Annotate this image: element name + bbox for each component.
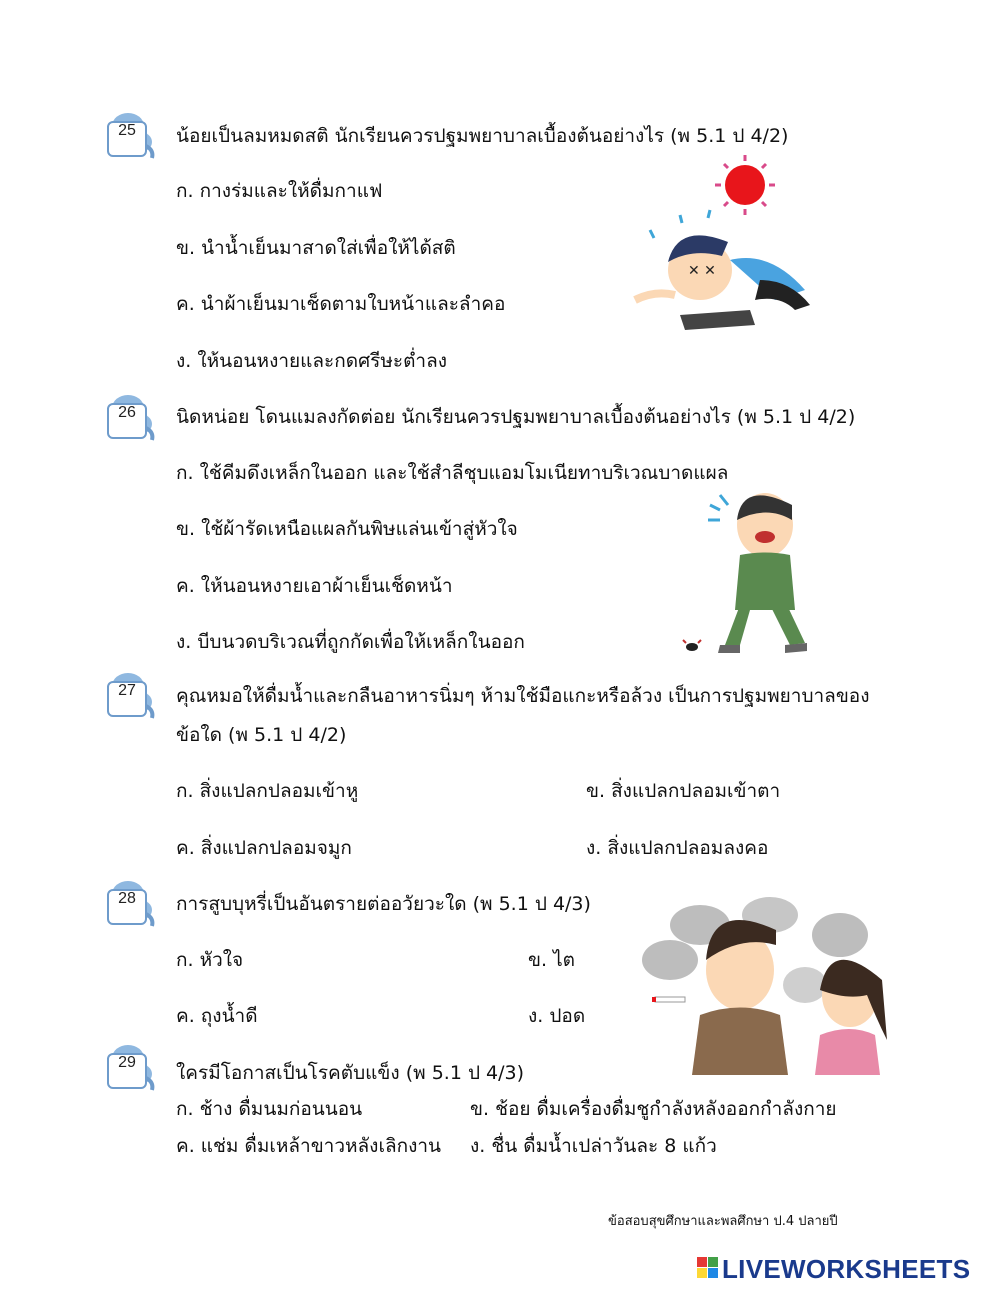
question-26-badge xyxy=(102,390,160,444)
question-25-option-c[interactable]: ค. นำผ้าเย็นมาเช็ดตามใบหน้าและลำคอ xyxy=(176,293,506,315)
question-number: 29 xyxy=(118,1054,136,1071)
question-25-badge xyxy=(102,108,160,162)
question-29-option-d[interactable]: ง. ชื่น ดื่มน้ำเปล่าวันละ 8 แก้ว xyxy=(470,1135,717,1157)
question-number: 27 xyxy=(118,682,136,699)
question-29-badge xyxy=(102,1040,160,1094)
question-25-option-d[interactable]: ง. ให้นอนหงายและกดศรีษะต่ำลง xyxy=(176,350,448,372)
svg-text:✕ ✕: ✕ ✕ xyxy=(688,263,716,279)
question-27-text-line2: ข้อใด (พ 5.1 ป 4/2) xyxy=(176,724,347,746)
question-number: 28 xyxy=(118,890,136,907)
question-29-option-b[interactable]: ข. ช้อย ดื่มเครื่องดื่มชูกำลังหลังออกกำลังกาย xyxy=(470,1098,837,1120)
question-27-option-b[interactable]: ข. สิ่งแปลกปลอมเข้าตา xyxy=(586,780,781,802)
question-number: 25 xyxy=(118,122,136,139)
question-26-option-a[interactable]: ก. ใช้คีมดึงเหล็กในออก และใช้สำลีชุบแอมโมเนียทาบริเวณบาดแผล xyxy=(176,462,729,484)
question-27-badge xyxy=(102,668,160,722)
question-number: 26 xyxy=(118,404,136,421)
question-28-badge xyxy=(102,876,160,930)
insect-bite-person-illustration xyxy=(680,485,820,660)
question-25-text: น้อยเป็นลมหมดสติ นักเรียนควรปฐมพยาบาลเบื้องต้นอย่างไร (พ 5.1 ป 4/2) xyxy=(176,125,789,147)
question-28-option-b[interactable]: ข. ไต xyxy=(528,949,575,971)
fainting-person-illustration xyxy=(630,150,820,340)
question-28-option-c[interactable]: ค. ถุงน้ำดี xyxy=(176,1005,258,1027)
question-25-option-b[interactable]: ข. นำน้ำเย็นมาสาดใส่เพื่อให้ได้สติ xyxy=(176,237,456,259)
question-28-text: การสูบบุหรี่เป็นอันตรายต่ออวัยวะใด (พ 5.1 ป 4/3) xyxy=(176,893,591,915)
question-27-text-line1: คุณหมอให้ดื่มน้ำและกลืนอาหารนิ่มๆ ห้ามใช้มือแกะหรือล้วง เป็นการปฐมพยาบาลของ xyxy=(176,685,870,707)
smoking-people-illustration xyxy=(640,895,890,1075)
question-26-option-c[interactable]: ค. ให้นอนหงายเอาผ้าเย็นเช็ดหน้า xyxy=(176,575,453,597)
question-29-option-a[interactable]: ก. ช้าง ดื่มนมก่อนนอน xyxy=(176,1098,363,1120)
question-27-option-a[interactable]: ก. สิ่งแปลกปลอมเข้าหู xyxy=(176,780,359,802)
liveworksheets-logo-icon xyxy=(697,1257,719,1281)
question-26-option-d[interactable]: ง. บีบนวดบริเวณที่ถูกกัดเพื่อให้เหล็กในออก xyxy=(176,631,525,653)
question-28-option-a[interactable]: ก. หัวใจ xyxy=(176,949,244,971)
question-29-option-c[interactable]: ค. แช่ม ดื่มเหล้าขาวหลังเลิกงาน xyxy=(176,1135,442,1157)
question-28-option-d[interactable]: ง. ปอด xyxy=(528,1005,586,1027)
question-26-option-b[interactable]: ข. ใช้ผ้ารัดเหนือแผลกันพิษแล่นเข้าสู่หัวใจ xyxy=(176,518,518,540)
question-27-option-c[interactable]: ค. สิ่งแปลกปลอมจมูก xyxy=(176,837,352,859)
question-25-option-a[interactable]: ก. กางร่มและให้ดื่มกาแฟ xyxy=(176,180,383,202)
question-26-text: นิดหน่อย โดนแมลงกัดต่อย นักเรียนควรปฐมพยาบาลเบื้องต้นอย่างไร (พ 5.1 ป 4/2) xyxy=(176,406,856,428)
footer-note: ข้อสอบสุขศึกษาและพลศึกษา ป.4 ปลายปี xyxy=(608,1214,838,1229)
question-29-text: ใครมีโอกาสเป็นโรคตับแข็ง (พ 5.1 ป 4/3) xyxy=(176,1062,525,1084)
question-27-option-d[interactable]: ง. สิ่งแปลกปลอมลงคอ xyxy=(586,837,769,859)
brand-name[interactable]: LIVEWORKSHEETS xyxy=(722,1254,971,1284)
